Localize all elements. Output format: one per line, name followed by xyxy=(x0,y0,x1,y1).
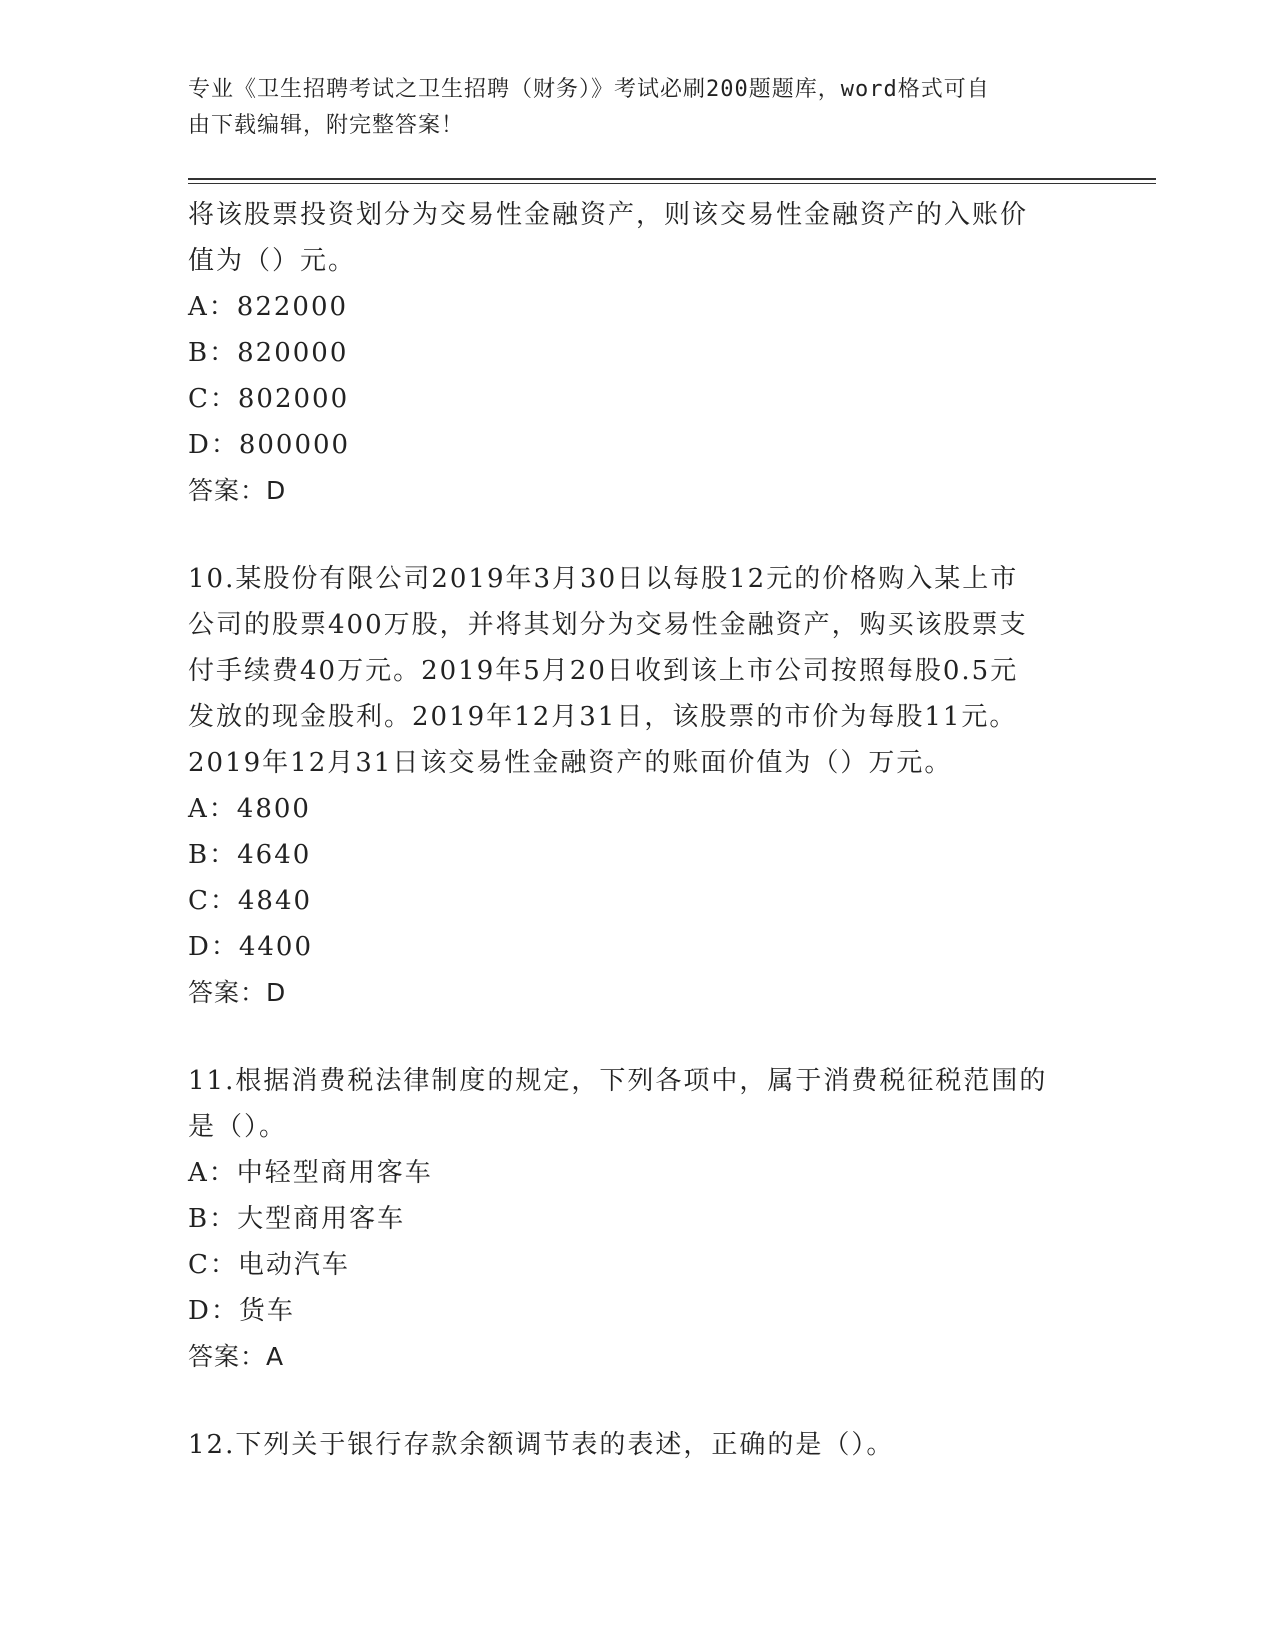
option-d: D：4400 xyxy=(188,932,314,962)
option-a: A：中轻型商用客车 xyxy=(188,1158,433,1188)
question-stem: 付手续费40万元。2019年5月20日收到该上市公司按照每股0.5元 xyxy=(188,656,1019,686)
option-b: B：820000 xyxy=(188,338,349,368)
document-body xyxy=(188,192,1088,1468)
answer: 答案：D xyxy=(188,476,287,505)
header-line-2: 由下载编辑，附完整答案！ xyxy=(188,113,465,138)
question-12 xyxy=(188,1422,1088,1468)
header-line-1: 专业《卫生招聘考试之卫生招聘（财务）》考试必刷200题题库，word格式可自 xyxy=(188,77,990,102)
header-divider-thin xyxy=(188,183,1156,184)
question-11 xyxy=(188,1058,1088,1380)
option-c: C：电动汽车 xyxy=(188,1250,350,1280)
spacer xyxy=(188,1016,1088,1058)
question-10 xyxy=(188,556,1088,1016)
spacer xyxy=(188,514,1088,556)
question-stem: 值为（）元。 xyxy=(188,246,357,276)
question-stem: 公司的股票400万股，并将其划分为交易性金融资产，购买该股票支 xyxy=(188,610,1028,640)
question-stem: 12.下列关于银行存款余额调节表的表述，正确的是（）。 xyxy=(188,1430,895,1460)
question-stem: 将该股票投资划分为交易性金融资产，则该交易性金融资产的入账价 xyxy=(188,200,1029,230)
question-stem: 是（）。 xyxy=(188,1112,288,1142)
question-stem: 发放的现金股利。2019年12月31日，该股票的市价为每股11元。 xyxy=(188,702,1018,732)
question-stem: 10.某股份有限公司2019年3月30日以每股12元的价格购入某上市 xyxy=(188,564,1019,594)
option-a: A：4800 xyxy=(188,794,311,824)
option-d: D：800000 xyxy=(188,430,351,460)
spacer xyxy=(188,1380,1088,1422)
option-b: B：4640 xyxy=(188,840,312,870)
option-c: C：4840 xyxy=(188,886,313,916)
question-9 xyxy=(188,192,1088,514)
question-stem: 2019年12月31日该交易性金融资产的账面价值为（）万元。 xyxy=(188,748,953,778)
option-d: D：货车 xyxy=(188,1296,295,1326)
question-stem: 11.根据消费税法律制度的规定，下列各项中，属于消费税征税范围的 xyxy=(188,1066,1048,1096)
answer: 答案：D xyxy=(188,978,287,1007)
header-divider-thick xyxy=(188,178,1156,180)
option-b: B：大型商用客车 xyxy=(188,1204,406,1234)
document-header xyxy=(188,72,1068,144)
option-a: A：822000 xyxy=(188,292,349,322)
option-c: C：802000 xyxy=(188,384,350,414)
answer: 答案：A xyxy=(188,1342,285,1371)
